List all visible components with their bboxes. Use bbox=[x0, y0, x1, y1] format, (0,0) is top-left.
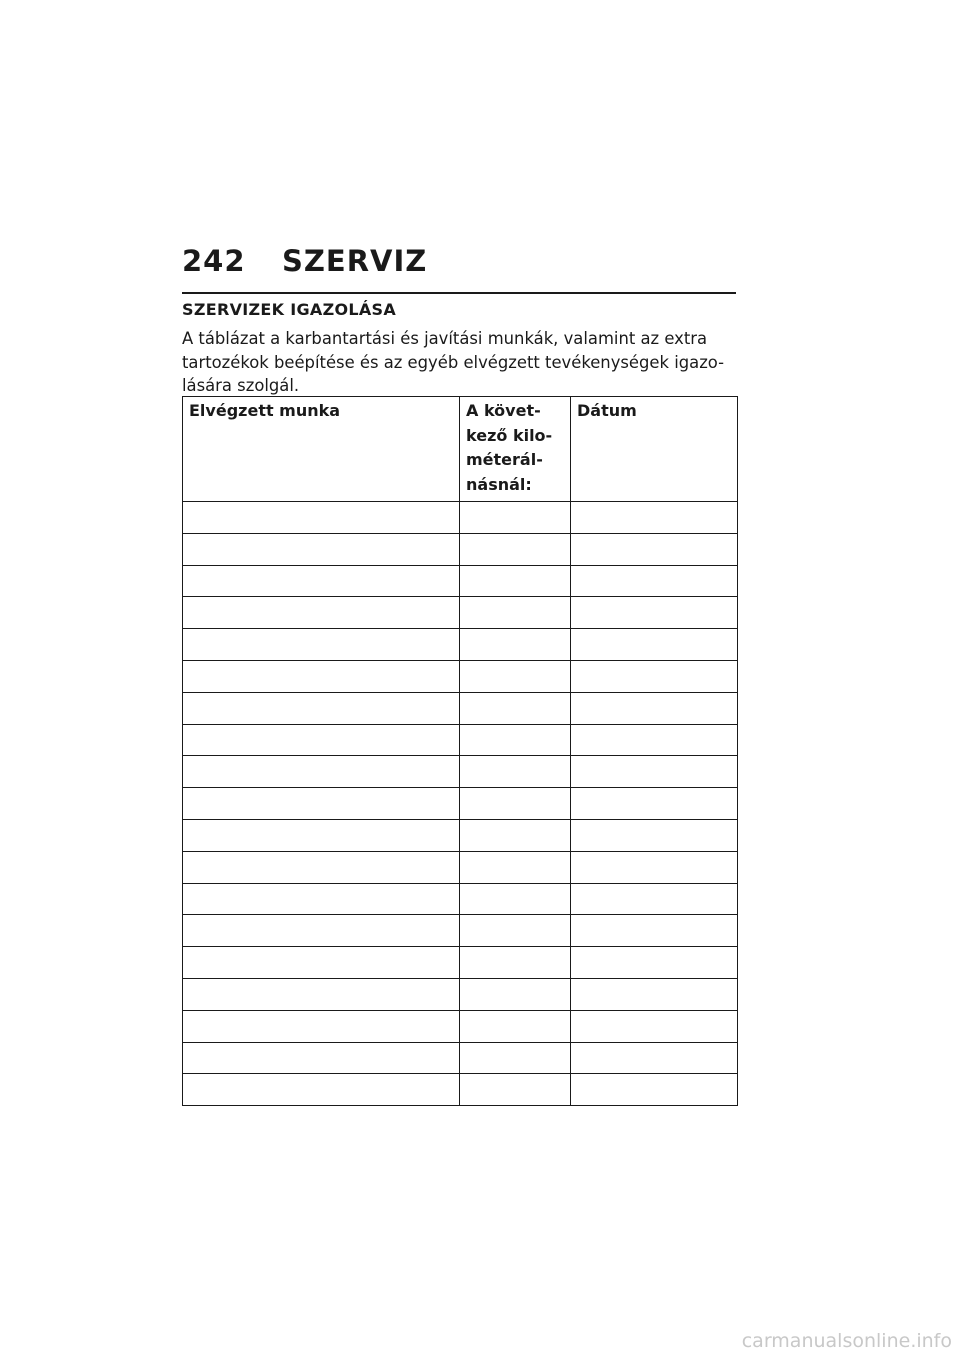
table-row bbox=[183, 915, 738, 947]
table-cell-km bbox=[460, 533, 571, 565]
table-cell-km bbox=[460, 629, 571, 661]
table-header-row bbox=[183, 397, 738, 502]
column-header-work bbox=[183, 397, 460, 502]
table-cell-date bbox=[571, 533, 738, 565]
table-cell-work bbox=[183, 947, 460, 979]
table-cell-work bbox=[183, 1010, 460, 1042]
table-cell-km bbox=[460, 819, 571, 851]
intro-line: tartozékok beépítése és az egyéb elvégzett tevékenységek igazo- bbox=[182, 352, 725, 372]
table-cell-work bbox=[183, 533, 460, 565]
table-cell-date bbox=[571, 692, 738, 724]
table-cell-date bbox=[571, 724, 738, 756]
table-cell-date bbox=[571, 660, 738, 692]
column-header-km-line: násnál: bbox=[466, 474, 532, 494]
table-cell-km bbox=[460, 756, 571, 788]
table-row bbox=[183, 756, 738, 788]
table-cell-km bbox=[460, 597, 571, 629]
table-row bbox=[183, 533, 738, 565]
table-cell-work bbox=[183, 692, 460, 724]
table-cell-km bbox=[460, 788, 571, 820]
table-cell-date bbox=[571, 978, 738, 1010]
header-rule bbox=[182, 292, 736, 294]
table-row bbox=[183, 629, 738, 661]
table-cell-date bbox=[571, 756, 738, 788]
intro-paragraph bbox=[182, 327, 738, 398]
table-cell-km bbox=[460, 660, 571, 692]
table-cell-km bbox=[460, 724, 571, 756]
table-row bbox=[183, 788, 738, 820]
table-row bbox=[183, 1010, 738, 1042]
table-cell-date bbox=[571, 947, 738, 979]
table-row bbox=[183, 597, 738, 629]
page-number: 242 bbox=[182, 244, 246, 278]
table-cell-date bbox=[571, 788, 738, 820]
table-cell-work bbox=[183, 565, 460, 597]
table-cell-work bbox=[183, 502, 460, 534]
table-body bbox=[183, 502, 738, 1106]
column-header-date-line: Dátum bbox=[577, 401, 637, 420]
table-cell-km bbox=[460, 1074, 571, 1106]
table-cell-work bbox=[183, 1042, 460, 1074]
table-row bbox=[183, 724, 738, 756]
table-cell-date bbox=[571, 597, 738, 629]
service-log-table bbox=[182, 396, 738, 1106]
table-cell-date bbox=[571, 883, 738, 915]
table-cell-date bbox=[571, 915, 738, 947]
table-cell-km bbox=[460, 915, 571, 947]
table-cell-km bbox=[460, 947, 571, 979]
intro-line: A táblázat a karbantartási és javítási munkák, valamint az extra bbox=[182, 329, 708, 348]
table-row bbox=[183, 978, 738, 1010]
table-cell-date bbox=[571, 851, 738, 883]
table-cell-work bbox=[183, 1074, 460, 1106]
table-cell-km bbox=[460, 1042, 571, 1074]
table-row bbox=[183, 660, 738, 692]
table-row bbox=[183, 819, 738, 851]
table-cell-work bbox=[183, 819, 460, 851]
table-row bbox=[183, 1074, 738, 1106]
table-cell-km bbox=[460, 502, 571, 534]
table-row bbox=[183, 502, 738, 534]
table-cell-km bbox=[460, 978, 571, 1010]
table-cell-km bbox=[460, 883, 571, 915]
table-cell-date bbox=[571, 502, 738, 534]
table-cell-work bbox=[183, 597, 460, 629]
table-cell-date bbox=[571, 1042, 738, 1074]
table-cell-km bbox=[460, 851, 571, 883]
table-cell-date bbox=[571, 565, 738, 597]
column-header-next-km bbox=[460, 397, 571, 502]
chapter-title: SZERVIZ bbox=[282, 244, 428, 278]
table-cell-work bbox=[183, 629, 460, 661]
column-header-date bbox=[571, 397, 738, 502]
table-cell-work bbox=[183, 978, 460, 1010]
table-cell-date bbox=[571, 819, 738, 851]
table-cell-work bbox=[183, 851, 460, 883]
table-cell-work bbox=[183, 724, 460, 756]
table-row bbox=[183, 565, 738, 597]
table-row bbox=[183, 1042, 738, 1074]
column-header-km-line: méterál- bbox=[466, 450, 543, 469]
page-header bbox=[182, 244, 427, 278]
column-header-work-line: Elvégzett munka bbox=[189, 401, 341, 420]
watermark: carmanualsonline.info bbox=[741, 1330, 952, 1352]
table-cell-date bbox=[571, 629, 738, 661]
table-cell-work bbox=[183, 883, 460, 915]
table-cell-work bbox=[183, 756, 460, 788]
section-title: SZERVIZEK IGAZOLÁSA bbox=[182, 300, 397, 319]
table-cell-km bbox=[460, 565, 571, 597]
intro-line: lására szolgál. bbox=[182, 376, 300, 395]
table-cell-date bbox=[571, 1074, 738, 1106]
table-row bbox=[183, 883, 738, 915]
table-cell-work bbox=[183, 915, 460, 947]
table-cell-work bbox=[183, 660, 460, 692]
table-cell-km bbox=[460, 692, 571, 724]
table-row bbox=[183, 851, 738, 883]
table-cell-work bbox=[183, 788, 460, 820]
table-row bbox=[183, 692, 738, 724]
table-row bbox=[183, 947, 738, 979]
column-header-km-line: A követ- bbox=[466, 401, 541, 420]
column-header-km-line: kező kilo- bbox=[466, 425, 553, 445]
table-cell-date bbox=[571, 1010, 738, 1042]
table-cell-km bbox=[460, 1010, 571, 1042]
